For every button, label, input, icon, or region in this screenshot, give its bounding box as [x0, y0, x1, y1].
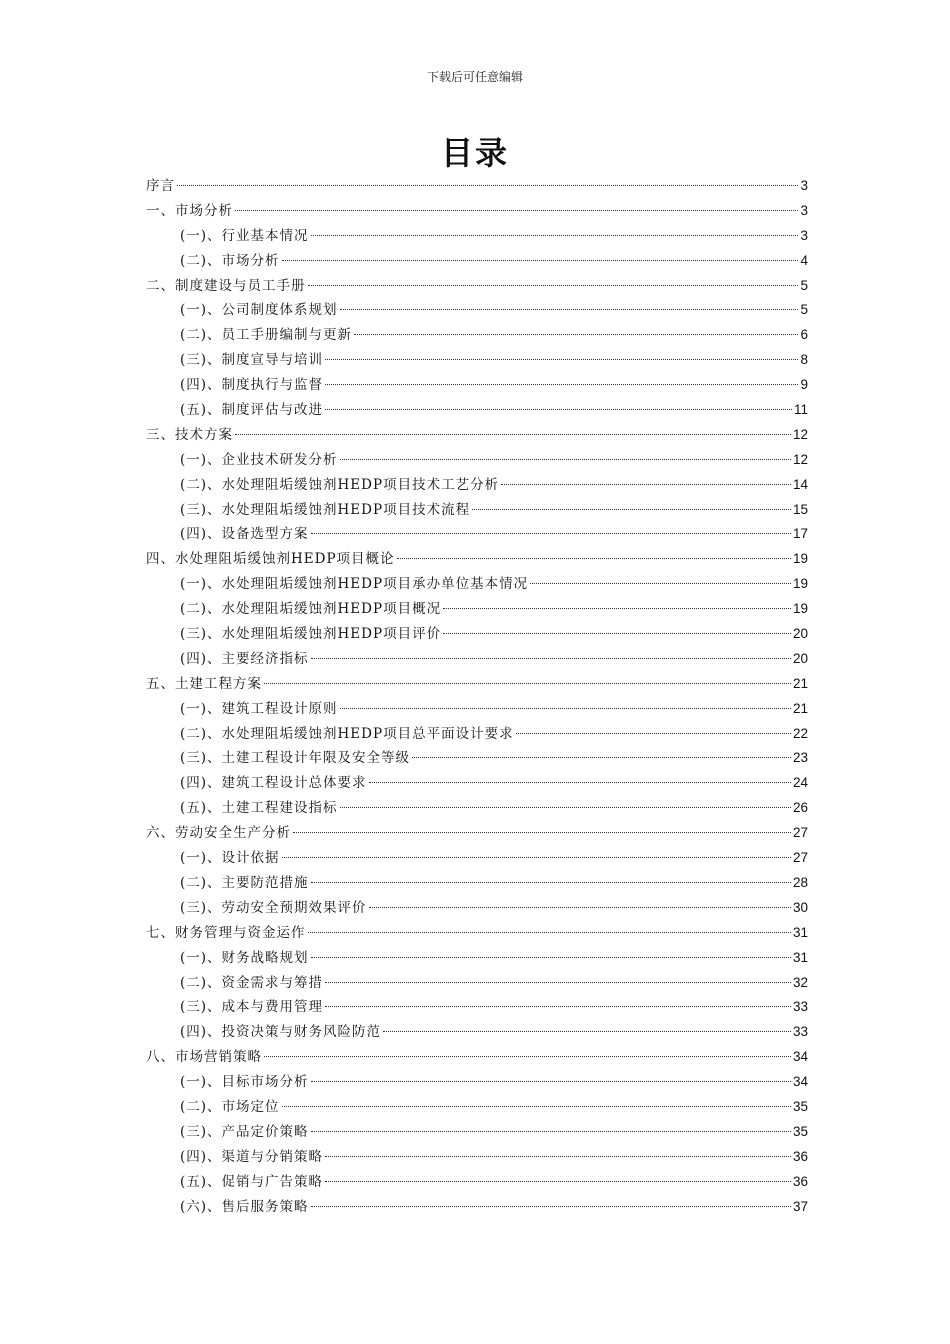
toc-entry-title: (三)、劳动安全预期效果评价	[180, 899, 367, 916]
toc-entry[interactable]	[146, 796, 808, 821]
toc-entry-page: 35	[792, 1098, 808, 1114]
toc-entry-title: (四)、投资决策与财务风险防范	[180, 1024, 382, 1041]
toc-entry[interactable]	[146, 398, 808, 423]
toc-entry-page: 6	[800, 327, 808, 343]
toc-dot-leader	[369, 782, 791, 783]
toc-entry-title: (四)、设备选型方案	[180, 526, 309, 543]
toc-entry-page: 11	[793, 402, 808, 418]
toc-entry-title: 八、市场营销策略	[146, 1049, 262, 1066]
toc-dot-leader	[311, 235, 799, 236]
toc-entry-page: 28	[792, 874, 808, 890]
toc-entry-title: (三)、水处理阻垢缓蚀剂HEDP项目技术流程	[180, 501, 471, 518]
toc-entry[interactable]	[146, 771, 808, 796]
toc-dot-leader	[340, 459, 791, 460]
toc-entry-page: 3	[800, 202, 808, 218]
toc-entry-title: (二)、水处理阻垢缓蚀剂HEDP项目总平面设计要求	[180, 725, 514, 742]
toc-entry[interactable]	[146, 1095, 808, 1120]
toc-dot-leader	[311, 658, 791, 659]
toc-entry-page: 36	[792, 1148, 808, 1164]
toc-entry-title: (一)、水处理阻垢缓蚀剂HEDP项目承办单位基本情况	[180, 576, 529, 593]
page-title: 目录	[440, 134, 509, 172]
toc-entry[interactable]	[146, 174, 808, 199]
toc-dot-leader	[282, 1106, 791, 1107]
toc-entry[interactable]	[146, 921, 808, 946]
toc-dot-leader	[443, 633, 791, 634]
toc-entry-page: 5	[800, 277, 808, 293]
toc-entry[interactable]	[146, 448, 808, 473]
toc-entry[interactable]	[146, 896, 808, 921]
toc-entry-page: 23	[792, 750, 808, 766]
toc-entry-title: 七、财务管理与资金运作	[146, 924, 306, 941]
toc-entry[interactable]	[146, 1045, 808, 1070]
toc-dot-leader	[235, 434, 791, 435]
toc-dot-leader	[340, 309, 799, 310]
toc-entry-title: 四、水处理阻垢缓蚀剂HEDP项目概论	[146, 551, 395, 568]
toc-dot-leader	[311, 1131, 791, 1132]
toc-entry-title: (一)、企业技术研发分析	[180, 451, 338, 468]
toc-entry[interactable]	[146, 647, 808, 672]
toc-entry-page: 3	[800, 227, 808, 243]
toc-entry[interactable]	[146, 1120, 808, 1145]
toc-dot-leader	[311, 882, 791, 883]
toc-entry[interactable]	[146, 1070, 808, 1095]
toc-entry[interactable]	[146, 423, 808, 448]
toc-entry[interactable]	[146, 971, 808, 996]
toc-entry-page: 20	[792, 650, 808, 666]
toc-entry-title: (三)、产品定价策略	[180, 1123, 309, 1140]
toc-entry-title: (一)、财务战略规划	[180, 949, 309, 966]
toc-entry[interactable]	[146, 547, 808, 572]
toc-dot-leader	[311, 533, 791, 534]
toc-entry-page: 30	[792, 899, 808, 915]
toc-entry-title: (四)、建筑工程设计总体要求	[180, 775, 367, 792]
toc-entry-title: (二)、市场定位	[180, 1098, 280, 1115]
toc-entry-page: 17	[792, 526, 808, 542]
toc-entry-page: 32	[792, 974, 808, 990]
toc-dot-leader	[369, 907, 791, 908]
table-of-contents	[146, 174, 808, 1219]
toc-entry[interactable]	[146, 473, 808, 498]
toc-entry[interactable]	[146, 1020, 808, 1045]
toc-entry-page: 15	[792, 501, 808, 517]
toc-entry[interactable]	[146, 522, 808, 547]
toc-entry-page: 14	[792, 476, 808, 492]
toc-dot-leader	[325, 1006, 791, 1007]
toc-dot-leader	[516, 733, 791, 734]
toc-entry-page: 36	[792, 1173, 808, 1189]
toc-entry[interactable]	[146, 373, 808, 398]
toc-entry-title: (三)、水处理阻垢缓蚀剂HEDP项目评价	[180, 626, 442, 643]
toc-entry-title: (一)、建筑工程设计原则	[180, 700, 338, 717]
toc-entry[interactable]	[146, 722, 808, 747]
toc-dot-leader	[383, 1031, 791, 1032]
toc-dot-leader	[412, 757, 791, 758]
toc-entry-title: (一)、行业基本情况	[180, 227, 309, 244]
toc-entry-page: 31	[792, 924, 808, 940]
toc-entry-title: (六)、售后服务策略	[180, 1198, 309, 1215]
toc-entry-title: (二)、水处理阻垢缓蚀剂HEDP项目概况	[180, 601, 442, 618]
toc-dot-leader	[264, 1056, 791, 1057]
toc-dot-leader	[501, 484, 791, 485]
toc-entry[interactable]	[146, 274, 808, 299]
toc-entry-page: 9	[800, 377, 808, 393]
toc-entry-page: 26	[792, 800, 808, 816]
toc-entry[interactable]	[146, 199, 808, 224]
toc-entry[interactable]	[146, 1195, 808, 1220]
toc-dot-leader	[282, 857, 791, 858]
toc-entry[interactable]	[146, 622, 808, 647]
toc-entry[interactable]	[146, 672, 808, 697]
toc-entry-page: 5	[800, 302, 808, 318]
toc-dot-leader	[354, 334, 798, 335]
toc-entry-title: 一、市场分析	[146, 202, 233, 219]
toc-entry-page: 3	[800, 178, 808, 193]
toc-entry-page: 27	[792, 825, 808, 841]
toc-entry[interactable]	[146, 498, 808, 523]
toc-dot-leader	[325, 1156, 791, 1157]
toc-dot-leader	[311, 1206, 791, 1207]
toc-dot-leader	[472, 509, 791, 510]
toc-dot-leader	[325, 384, 798, 385]
toc-entry-title: 序言	[146, 178, 175, 194]
toc-entry-page: 12	[792, 426, 808, 442]
toc-entry[interactable]	[146, 821, 808, 846]
toc-dot-leader	[530, 583, 791, 584]
toc-entry[interactable]	[146, 249, 808, 274]
toc-dot-leader	[235, 210, 798, 211]
toc-entry-page: 19	[792, 576, 808, 592]
toc-entry-title: (二)、员工手册编制与更新	[180, 327, 353, 344]
toc-entry[interactable]	[146, 946, 808, 971]
toc-dot-leader	[282, 260, 799, 261]
toc-entry-page: 34	[792, 1049, 808, 1065]
toc-entry-page: 19	[792, 551, 808, 567]
toc-dot-leader	[340, 708, 791, 709]
toc-dot-leader	[308, 285, 799, 286]
toc-entry[interactable]	[146, 995, 808, 1020]
toc-entry-page: 19	[792, 601, 808, 617]
toc-entry-page: 37	[792, 1198, 808, 1214]
toc-entry-page: 31	[792, 949, 808, 965]
toc-entry-page: 22	[792, 725, 808, 741]
toc-entry-title: (二)、水处理阻垢缓蚀剂HEDP项目技术工艺分析	[180, 476, 500, 493]
toc-entry-title: (一)、设计依据	[180, 850, 280, 867]
toc-entry[interactable]	[146, 697, 808, 722]
toc-entry-page: 20	[792, 626, 808, 642]
toc-dot-leader	[325, 982, 791, 983]
toc-entry-title: (二)、资金需求与筹措	[180, 974, 324, 991]
toc-entry-title: (四)、制度执行与监督	[180, 377, 324, 394]
toc-entry-page: 12	[792, 451, 808, 467]
toc-entry-title: (五)、促销与广告策略	[180, 1173, 324, 1190]
toc-entry[interactable]	[146, 348, 808, 373]
toc-entry[interactable]	[146, 846, 808, 871]
toc-dot-leader	[177, 185, 798, 186]
toc-entry-page: 24	[792, 775, 808, 791]
toc-dot-leader	[308, 932, 791, 933]
toc-entry-page: 8	[800, 352, 808, 368]
toc-entry-title: (二)、市场分析	[180, 252, 280, 269]
toc-entry-page: 21	[792, 700, 808, 716]
toc-entry-page: 27	[792, 850, 808, 866]
toc-dot-leader	[443, 608, 791, 609]
toc-entry-page: 21	[792, 675, 808, 691]
toc-entry-title: (五)、土建工程建设指标	[180, 800, 338, 817]
toc-entry-page: 33	[792, 999, 808, 1015]
toc-dot-leader	[311, 1081, 791, 1082]
toc-entry-title: (五)、制度评估与改进	[180, 402, 324, 419]
toc-entry[interactable]	[146, 871, 808, 896]
toc-entry[interactable]	[146, 572, 808, 597]
toc-entry-title: (三)、制度宣导与培训	[180, 352, 324, 369]
toc-entry[interactable]	[146, 746, 808, 771]
toc-entry-page: 4	[800, 252, 808, 268]
toc-entry-page: 35	[792, 1123, 808, 1139]
toc-entry-title: (四)、渠道与分销策略	[180, 1148, 324, 1165]
toc-dot-leader	[325, 409, 792, 410]
toc-entry-page: 34	[792, 1074, 808, 1090]
toc-dot-leader	[340, 807, 791, 808]
toc-entry[interactable]	[146, 1145, 808, 1170]
toc-entry-title: 五、土建工程方案	[146, 675, 262, 692]
toc-entry[interactable]	[146, 323, 808, 348]
toc-dot-leader	[325, 1181, 791, 1182]
toc-entry-title: (一)、目标市场分析	[180, 1074, 309, 1091]
toc-entry[interactable]	[146, 224, 808, 249]
toc-entry-title: (三)、成本与费用管理	[180, 999, 324, 1016]
toc-entry-title: 六、劳动安全生产分析	[146, 825, 291, 842]
toc-entry-page: 33	[792, 1024, 808, 1040]
toc-dot-leader	[264, 683, 791, 684]
toc-entry-title: (一)、公司制度体系规划	[180, 302, 338, 319]
toc-entry-title: (三)、土建工程设计年限及安全等级	[180, 750, 411, 767]
toc-entry[interactable]	[146, 597, 808, 622]
toc-entry-title: 二、制度建设与员工手册	[146, 277, 306, 294]
toc-dot-leader	[397, 558, 791, 559]
toc-dot-leader	[293, 832, 791, 833]
toc-dot-leader	[311, 957, 791, 958]
toc-dot-leader	[325, 359, 798, 360]
header-note: 下载后可任意编辑	[426, 70, 523, 84]
toc-entry-title: (四)、主要经济指标	[180, 650, 309, 667]
toc-entry[interactable]	[146, 298, 808, 323]
toc-entry[interactable]	[146, 1170, 808, 1195]
toc-entry-title: 三、技术方案	[146, 426, 233, 443]
toc-entry-title: (二)、主要防范措施	[180, 874, 309, 891]
